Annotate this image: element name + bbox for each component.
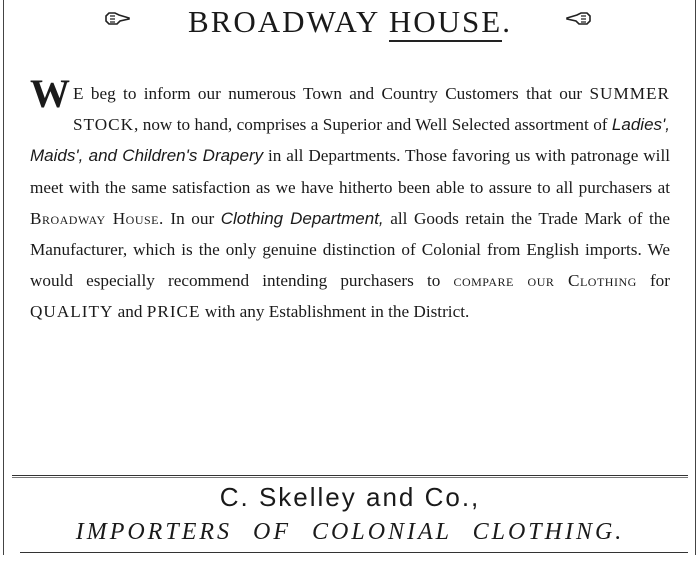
drapery-phrase: Ladies', Maids', and Children's Drapery [30, 115, 670, 166]
text-5: in all Departments. Those favoring us with patronage will meet with the same satisfaction as we have hitherto been able to assure to all purchasers at [30, 146, 671, 197]
title-house: HOUSE [389, 4, 502, 42]
text-9: all Goods retain the Trade Mark of the Manufacturer, which is the only genuine distinction of Colonial from English imports. We would especially recommend intending purchasers to [30, 208, 671, 291]
pointing-hand-icon [566, 10, 592, 26]
title-main: BROADWAY [188, 4, 389, 39]
title-end: . [502, 4, 512, 39]
price-word: PRICE [146, 302, 201, 322]
left-border [3, 0, 4, 555]
text-7: In our [163, 208, 221, 228]
text-3: , now to hand, comprises a Superior and Well Selected assortment of [134, 115, 612, 135]
drop-cap: W [30, 71, 70, 116]
body-paragraph [30, 71, 671, 328]
compare-phrase: compare our Clothing [453, 271, 637, 291]
divider [12, 477, 688, 478]
text-13: and [113, 302, 147, 322]
page-title [188, 4, 512, 40]
clothing-department: Clothing Department, [220, 208, 384, 228]
bottom-divider [20, 552, 688, 553]
text-15: with any Establishment in the District. [200, 302, 470, 322]
divider [12, 475, 688, 476]
text-1: E beg to inform our numerous Town and Country Customers that our [73, 84, 590, 103]
summer-stock: SUMMER STOCK [73, 84, 670, 135]
firm-tagline: IMPORTERS OF COLONIAL CLOTHING. [75, 519, 625, 545]
right-border [695, 0, 696, 555]
firm-name: C. Skelley and Co., [219, 482, 481, 512]
quality-word: QUALITY [30, 302, 114, 322]
broadway-house-ref: Broadway House. [30, 208, 164, 228]
text-11: for [636, 271, 670, 291]
headline [0, 4, 700, 44]
